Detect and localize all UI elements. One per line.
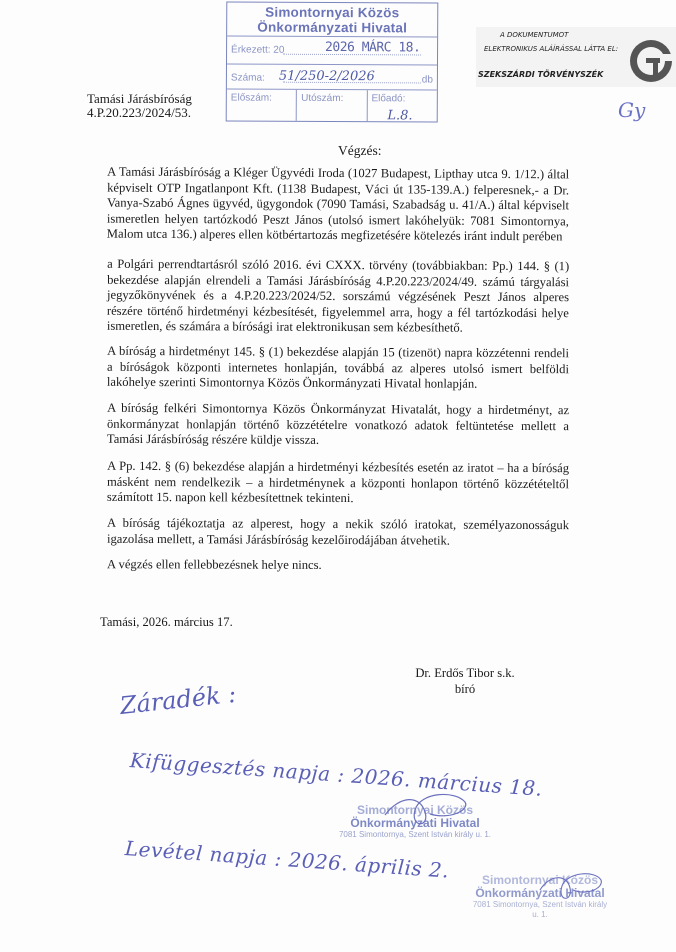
officer-cell — [367, 90, 436, 124]
handwritten-removal-date: Levétel napja : 2026. április 2. — [124, 836, 450, 883]
office-stamp-line1: Simontornyai Közös — [481, 873, 598, 887]
arrived-label: Érkezett: 20 — [231, 44, 285, 56]
prev-number-cell — [227, 89, 297, 120]
esig-court-name: SZEKSZÁRDI TÖRVÉNYSZÉK — [478, 70, 604, 79]
registration-number: 51/250-2/2026 — [278, 68, 375, 85]
document-title: Végzés: — [338, 143, 382, 158]
paragraph-parties: A Tamási Járásbíróság a Kléger Ügyvédi Iroda (1027 Budapest, Lipthay utca 9. 1/12.) által képviselt OTP Ingatlanpont Kft. (1138 Budapest, Váci út 135-139.A.) felperesnek,- a Dr. Vanya-Szabó Ágnes ügyvéd, ügygondok (7090 Tamási, Szabadság u. 41/A.) által képviselt ismeretlen helyen tartózkodó Peszt János (utolsó ismert lakóhelyük: 7081 Simontornya, Malom utca 136.) alperes ellen kötbértartozás megfizetésére kötelezés iránt indult perében — [106, 164, 570, 244]
paragraph-delivery-rule: A Pp. 142. § (6) bekezdése alapján a hirdetményi kézbesítés esetén az iratot – ha a bíróság másként nem rendelkezik – a hirdetménynek a központi honlapon történő közzétételtől számított 15. napon kell kézbesítettnek tekinteni. — [106, 458, 570, 506]
office-stamp-line2: Önkormányzati Hivatal — [475, 886, 605, 900]
number-label: Száma: — [230, 72, 265, 84]
esig-line2: ELEKTRONIKUS ALÁÍRÁSSAL LÁTTA EL: — [484, 45, 619, 53]
paragraph-order: a Polgári perrendtartásról szóló 2016. évi CXXX. törvény (továbbiakban: Pp.) 144. § (1) bekezdése alapján elrendeli a Tamási Járásbíróság 4.P.20.223/2024/49. számú tárgyalási jegyzőkönyvének és a 4.P.20.223/2024/52. sorszámú végzésének Peszt János alperes részére történő hirdetményi kézbesítését, figyelemmel arra, hogy a fél tartózkodási helye ismeretlen, és számára a bírósági irat elektronikusan sem kézbesíthető. — [106, 256, 570, 336]
next-number-label: Utószám: — [301, 92, 344, 105]
stamp-office-name — [227, 2, 437, 35]
handwritten-posting-date: Kifüggesztés napja : 2026. március 18. — [129, 748, 544, 801]
signer-block — [400, 665, 530, 697]
signer-name: Dr. Erdős Tibor s.k. — [415, 666, 515, 680]
case-number: 4.P.20.223/2024/53. — [87, 105, 192, 120]
place-date: Tamási, 2026. március 17. — [100, 615, 233, 629]
signer-title: bíró — [454, 682, 476, 696]
stamp-grid — [227, 88, 437, 124]
stamp-office-line1: Simontornyai Közös — [265, 4, 400, 21]
registration-stamp — [226, 1, 439, 122]
office-stamp-address: 7081 Simontornya, Szent István király u. 1. — [472, 900, 608, 919]
office-stamp-line2: Önkormányzati Hivatal — [350, 816, 480, 830]
signature-scribble-icon — [380, 790, 470, 830]
court-name: Tamási Járásbíróság — [87, 91, 192, 106]
signature-scribble-icon — [535, 870, 605, 906]
prev-number-label: Előszám: — [230, 92, 272, 104]
number-suffix: db — [421, 74, 433, 86]
stamp-arrived-row — [227, 35, 437, 59]
paragraph-request: A bíróság felkéri Simontornya Közös Önkormányzat Hivatalát, hogy a hirdetményt, az önkormányzat honlapján történő közzétételre vonatkozó adatok feltüntetése mellett a Tamási Járásbíróság részére küldje vissza. — [106, 400, 570, 448]
paragraph-information: A bíróság tájékoztatja az alperest, hogy a nekik szóló iratokat, személyazonosságuk igazolása mellett, a Tamási Járásbíróság kezelőirodájában átvehetik. — [106, 515, 570, 548]
office-stamp-line1: Simontornyai Közös — [356, 803, 473, 817]
office-stamp-address: 7081 Simontornya, Szent István király u. 1. — [338, 830, 492, 839]
esig-line1: A DOKUMENTUMOT — [500, 31, 569, 39]
handwritten-initial: Gy — [618, 98, 646, 122]
handwritten-clause-title: Záradék : — [118, 679, 238, 720]
next-number-cell — [297, 90, 367, 121]
arrived-date: 2026 MÁRC 18. — [325, 39, 421, 56]
paragraph-publication: A bíróság a hirdetményt 145. § (1) bekezdése alapján 15 (tizenöt) napra közzétenni rendeli a bíróságok központi internetes honlapján, továbbá az alperes utolsó ismert belföldi lakóhelye szerinti Simontornya Közös Önkormányzati Hivatal honlapján. — [106, 343, 570, 391]
court-header — [87, 92, 192, 120]
paragraph-no-appeal: A végzés ellen fellebbezésnek helye nincs. — [106, 557, 322, 572]
court-logo-icon — [628, 38, 674, 84]
officer-initials: L.8. — [387, 108, 413, 124]
officer-label: Előadó: — [371, 93, 406, 105]
stamp-office-line2: Önkormányzati Hivatal — [257, 19, 408, 36]
stamp-number-row — [227, 63, 437, 89]
